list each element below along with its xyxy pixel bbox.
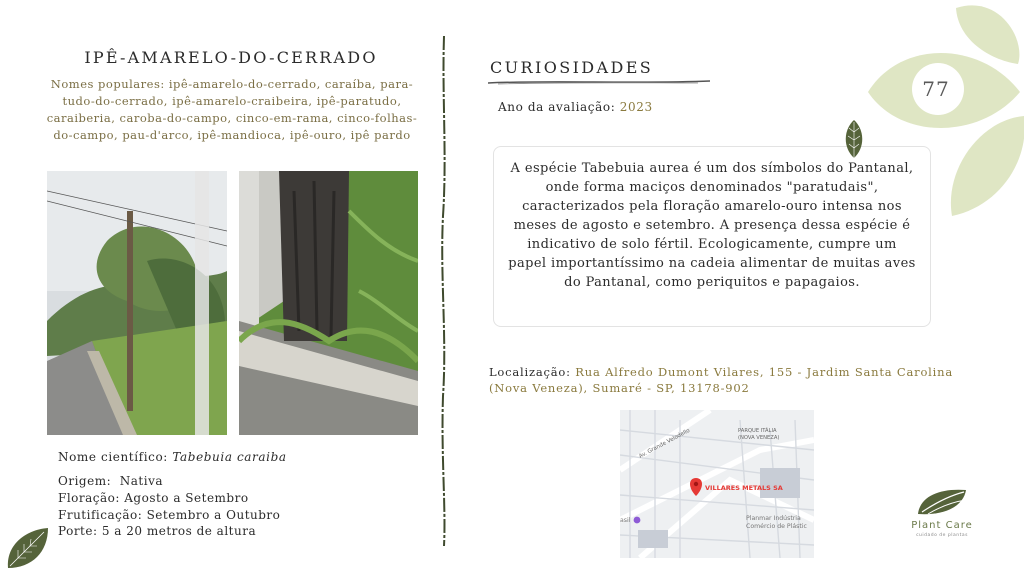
location-label: Localização: — [489, 365, 571, 379]
map-pin-label: VILLARES METALS SA — [705, 484, 783, 492]
title-underline — [488, 78, 712, 86]
species-title: IPÊ-AMARELO-DO-CERRADO — [84, 48, 378, 67]
scientific-name-label: Nome científico: — [58, 450, 168, 464]
fact-origin: Origem: Nativa — [58, 474, 164, 488]
curiosities-title: CURIOSIDADES — [490, 58, 654, 77]
tree-trunk-photo — [239, 171, 418, 435]
location-map[interactable] — [620, 410, 814, 558]
species-facts — [58, 473, 280, 540]
scientific-name: Tabebuia caraiba — [172, 450, 287, 464]
map-area-sublabel: (NOVA VENEZA) — [738, 435, 780, 441]
leaf-icon — [4, 526, 50, 572]
map-poi-icon — [634, 517, 641, 524]
fact-fruiting: Frutificação: Setembro a Outubro — [58, 507, 281, 522]
map-poi-sublabel: Comércio de Plástic — [746, 523, 807, 530]
evaluation-year — [498, 100, 653, 114]
evaluation-year-value: 2023 — [619, 100, 653, 114]
popular-names — [38, 76, 426, 144]
fact-size: Porte: 5 a 20 metros de altura — [58, 524, 257, 539]
location — [489, 365, 969, 396]
brand-name: Plant Care — [911, 520, 973, 531]
map-area-label: PARQUE ITÁLIA — [738, 428, 777, 434]
brand-logo-icon — [914, 486, 970, 518]
map-edge-label: asil — [620, 517, 631, 524]
map-poi-label: Planmar Indústria — [746, 515, 801, 522]
column-divider — [435, 36, 453, 546]
popular-names-label: Nomes populares: — [50, 77, 165, 91]
popular-names-value: ipê-amarelo-do-cerrado, caraíba, para-tudo-do-cerrado, ipê-amarelo-craibeira, ipê-paratudo, caraiberia, caroba-do-campo, cinco-em-rama, cinco-folhas-do-campo, pau-d'arco, ipê-mandioca, ipê-ouro, ipê pardo — [46, 77, 418, 142]
location-address: Rua Alfredo Dumont Vilares, 155 - Jardim Santa Carolina (Nova Veneza), Sumaré - SP, 13178-902 — [489, 365, 954, 395]
evaluation-year-label: Ano da avaliação: — [498, 100, 616, 114]
scientific-name-line — [58, 450, 287, 464]
page-number: 77 — [922, 77, 950, 101]
brand-tagline: cuidado de plantas — [916, 533, 968, 538]
map-street-label: Av. Grande Velodello — [638, 427, 691, 460]
leaf-icon — [843, 118, 865, 160]
curiosities-text: A espécie Tabebuia aurea é um dos símbolos do Pantanal, onde forma maciços denominados "paratudais", caracterizados pela floração amarelo-ouro intensa nos meses de agosto e setembro. A presença dessa espécie é indicativo de solo fértil. Ecologicamente, cumpre um papel importantíssimo na cadeia alimentar de muitas aves do Pantanal, como periquitos e papagaios. — [508, 161, 916, 290]
tree-photo-street — [47, 171, 227, 435]
fact-flowering: Floração: Agosto a Setembro — [58, 490, 249, 505]
